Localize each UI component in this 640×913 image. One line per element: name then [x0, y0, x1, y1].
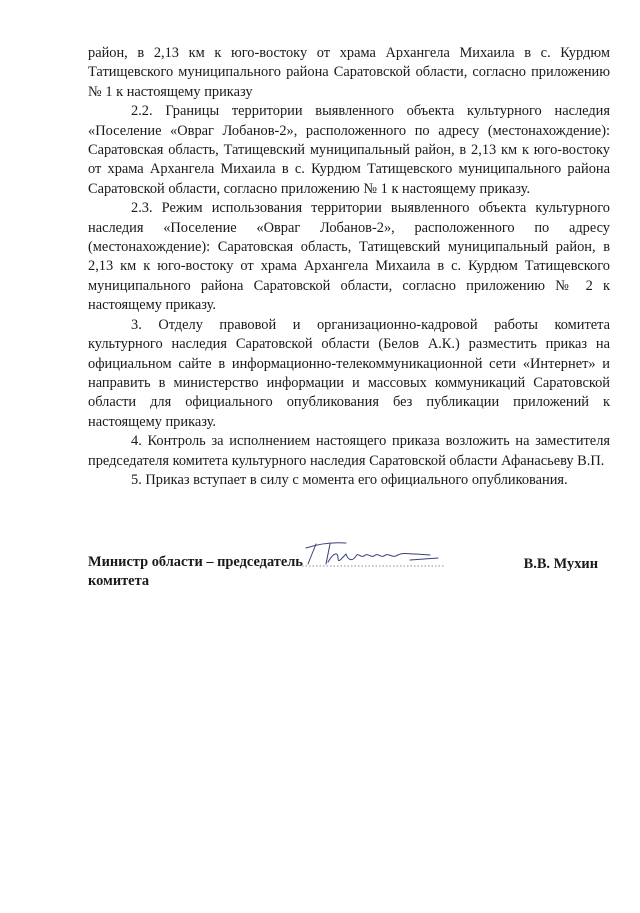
paragraph-continuation: район, в 2,13 км к юго-востоку от храма Архангела Михаила в с. Курдюм Татищевского муниципального района Саратовской области, согласно приложению № 1 к настоящему приказу [88, 45, 610, 100]
paragraph-2-2: 2.2. Границы территории выявленного объекта культурного наследия «Поселение «Овраг Лобанов-2», расположенного по адресу (местонахождение): Саратовская область, Татищевский муниципальный район, в 2,13 км к юго-востоку от храма Архангела Михаила в с. Курдюм Татищевского муниципального района Саратовской области, согласно приложению № 1 к настоящему приказу. [88, 103, 610, 197]
document-body [88, 44, 610, 490]
paragraph-4: 4. Контроль за исполнением настоящего приказа возложить на заместителя председателя комитета культурного наследия Саратовской области Афанасьеву В.П. [88, 433, 610, 469]
signatory-title: Министр области – председатель комитета [88, 554, 303, 589]
paragraph-2-3: 2.3. Режим использования территории выявленного объекта культурного наследия «Поселение «Овраг Лобанов-2», расположенного по адресу (местонахождение): Саратовская область, Татищевский муниципальный район, в 2,13 км к юго-востоку от храма Архангела Михаила в с. Курдюм Татищевского муниципального района Саратовской области, согласно приложению № 2 к настоящему приказу. [88, 200, 610, 314]
paragraph-3: 3. Отделу правовой и организационно-кадровой работы комитета культурного наследия Саратовской области (Белов А.К.) разместить приказ на официальном сайте в информационно-телекоммуникационной сети «Интернет» и направить в министерство информации и массовых коммуникаций Саратовской области для официального опубликования без публикации приложений к настоящему приказу. [88, 316, 610, 430]
paragraph-5: 5. Приказ вступает в силу с момента его официального опубликования. [131, 471, 568, 488]
handwritten-signature [298, 538, 448, 572]
signatory-name: В.В. Мухин [523, 556, 598, 572]
